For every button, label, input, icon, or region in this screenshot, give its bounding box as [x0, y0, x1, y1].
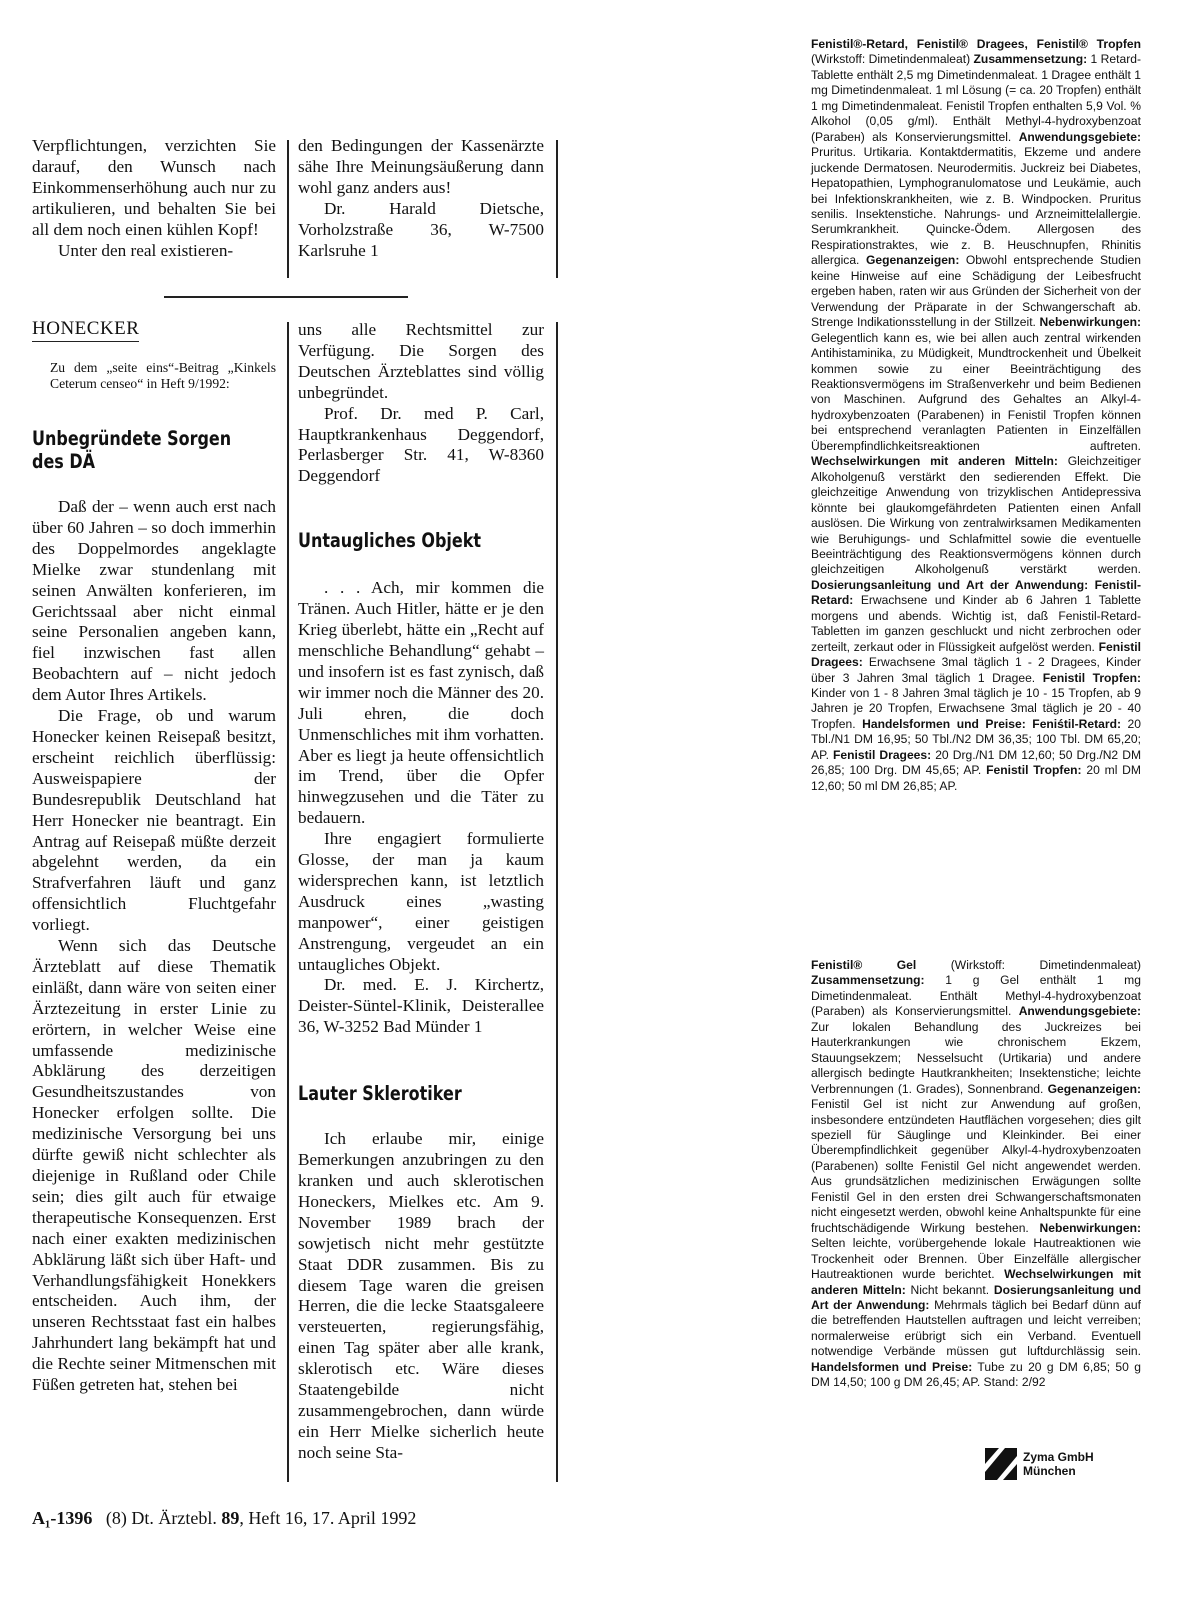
ad-heading-run: Fenistil Tropfen:: [986, 763, 1082, 778]
ad-text-run: Gleichzeitiger Alkoholgenuß verstärkt den sedierenden Effekt. Die gleichzeitige Anwendung von trizyklischen Antidepressiva könnte bei glaukomgefährdeten Patienten einen Anfall auslösen. Die Wirkung von zentralwirksamen Medikamenten wie Beruhigungs- und Schlafmittel sowie die eventuelle Beeinträchtigung des Reaktionsvermögens können durch gleichzeitigen Alkoholgenuß verstärkt werden.: [811, 454, 1141, 577]
column-rule: [287, 140, 289, 278]
paragraph: Daß der – wenn auch erst nach über 60 Jahren – so doch immerhin des Doppelmordes angeklagte Mielke zwar stundenlang mit seinen Anwälten konferieren, im Gerichtssaal aber nicht einmal seine Personalien angeben kann, fiel inzwischen fast allen Beobachtern auf – nicht jedoch dem Autor Ihres Artikels.: [32, 497, 276, 705]
headline: des DÄ: [32, 450, 96, 473]
ad-text-run: 20 ml DM 12,60; 50 ml DM 26,85; AP.: [811, 763, 1141, 793]
headline: Lauter Sklerotiker: [298, 1082, 462, 1106]
paragraph: Verpflichtungen, verzichten Sie darauf, den Wunsch nach Einkommenserhöhung auch nur zu artikulieren, und behalten Sie bei all dem noch einen kühlen Kopf!: [32, 136, 276, 239]
ad-heading-run: Dosierungsanleitung und Art der Anwendung:: [811, 1282, 1141, 1312]
ad-heading-run: Nebenwirkungen:: [1039, 315, 1141, 330]
ad-text-run: Erwachsene und Kinder ab 6 Jahren 1 Tablette morgens und abends. Wichtig ist, daß Fenistil-Retard-Tabletten im ganzen geschluckt und nicht zerbrochen oder zerteilt, zerkaut oder in Flüssigkeit aufgelöst werden.: [811, 593, 1141, 654]
paragraph: Ich erlaube mir, einige Bemerkungen anzubringen zu den kranken und auch sklerotischen Honeckers, Mielkes etc. Am 9. November 1989 brach der sowjetisch nicht mehr gestützte Staat DDR zusammen. Bis zu diesem Tage waren die greisen Herren, die die lecke Staatsgaleere versteuerten, regierungsfähig, einen Tag später aber alle krank, sklerotisch etc. Wäre dieses Staatengebilde nicht zusammengebrochen, dann würde ein Herr Mielke sicherlich heute noch seine Sta-: [298, 1129, 544, 1462]
ad-heading-run: Wechselwirkungen mit anderen Mitteln:: [811, 454, 1058, 469]
letter-body: [298, 578, 544, 1038]
paragraph: Ihre engagiert formulierte Glosse, der man ja kaum widersprechen kann, ist letztlich Ausdruck eines „wasting manpower“, einer geistigen Anstrengung, vergeudet an ein untaugliches Objekt.: [298, 829, 544, 974]
ad-heading-run: Gegenanzeigen:: [1047, 1081, 1141, 1096]
letter-signature: Prof. Dr. med P. Carl, Hauptkrankenhaus Deggendorf, Perlasberger Str. 41, W-8360 Deggendorf: [298, 403, 544, 486]
column-rule: [287, 322, 289, 1482]
ad-text-run: (Wirkstoff: Dimetindenmaleat): [916, 958, 1141, 972]
letter-signature: Dr. med. E. J. Kirchertz, Deister-Süntel-Klinik, Deisterallee 36, W-3252 Bad Münder 1: [298, 975, 544, 1037]
ad-text-run: 20 Tbl./N1 DM 16,95; 50 Tbl./N2 DM 36,35; 100 Tbl. DM 65,20; AP.: [811, 716, 1142, 762]
ad-heading-run: Handelsformen und Preise: Feniśtil-Retard:: [862, 716, 1122, 731]
ad-text-run: Tube zu 20 g DM 6,85; 50 g DM 14,50; 100 g DM 26,45; AP. Stand: 2/92: [811, 1359, 1141, 1390]
ad-heading-run: Fenistil Tropfen:: [1042, 670, 1141, 685]
zyma-logo-icon: [985, 1448, 1017, 1480]
ad-text-run: Pruritus. Urtikaria. Kontaktdermatitis, Ekzeme und andere juckende Dermatosen. Neurodermitis. Juckreiz bei Diabetes, Hepatopathien, Lymphogranulomatose und Leukämie, auch bei Infektionskrankheiten, wie z. B. Windpocken. Pruritus senilis. Insektenstiche. Nahrungs- und Arzneimittelallergie. Serumkrankheit. Quincke-Ödem. Allergosen des Respirationstraktes, wie z. B. Heuschnupfen, Rhinitis allergica.: [811, 145, 1141, 268]
honecker-right-column: [298, 320, 544, 1464]
ad-text-run: 1 Retard-Tablette enthält 2,5 mg Dimetindenmaleat. 1 Dragee enthält 1 mg Dimetindenmaleat. 1 ml Lösung (= ca. 20 Tropfen) enthält 1 mg Dimetindenmaleat. Fenistil Tropfen enthalten 5,9 Vol. % Alkohol (0,05 g/ml). Enthält Methyl-4-hydroxybenzoat (Parabeн) als Konservierungsmittel.: [811, 52, 1141, 144]
ad-heading-run: Gegenanzeigen:: [865, 253, 960, 268]
paragraph: Wenn sich das Deutsche Ärzteblatt auf diese Thematik einläßt, dann wäre von seiten einer Ärztezeitung in erster Linie zu erörtern, in welcher Weise eine umfassende medizinische Abklärung des derzeitigen Gesundheitszustandes von Honecker erfolgen sollte. Die medizinische Versorgung bei uns dürfte gewiß nicht schlechter als diejenige in Rußland oder Chile sein; dies gilt auch für etwaige therapeutische Konsequenzen. Erst nach einer exakten medizinischen Abklärung läßt sich über Haft- und Verhandlungsfähigkeit Honekkers entscheiden. Auch ihm, der unseren Rechtsstaat fast ein halbes Jahrhundert lang bekämpft hat und die Rechte seiner Mitmenschen mit Füßen getreten hat, stehen bei: [32, 936, 276, 1395]
article-reference: Zu dem „seite eins“-Beitrag „Kinkels Ceterum censeo“ in Heft 9/1992:: [50, 360, 276, 391]
zyma-company-name: Zyma GmbH München: [1023, 1450, 1094, 1478]
ad-heading-run: Anwendungsgebiete:: [1018, 129, 1141, 144]
ad-text-run: Erwachsene 3mal täglich 1 - 2 Dragees, Kinder über 3 Jahren 3mal täglich 1 Dragee.: [811, 655, 1141, 685]
column-rule: [556, 140, 558, 278]
ad-heading-run: Fenistil® Gel: [811, 958, 917, 972]
ad-text-run: Selten leichte, vorübergehende lokale Hautreaktionen wie Trockenheit oder Brennen. Über Einzelfälle allergischer Hautreaktionen wurde berichtet.: [811, 1236, 1141, 1282]
ad-heading-run: Zusammensetzung:: [811, 973, 925, 988]
ad-heading-run: Zusammensetzung:: [973, 52, 1088, 67]
ad-text-run: 20 Drg./N1 DM 12,60; 50 Drg./N2 DM 26,85; 100 Drg. DM 45,65; AP.: [811, 747, 1142, 778]
top-left-column: [32, 136, 276, 261]
ad-heading-run: Dosierungsanleitung und Art der Anwendung: Fenistil-Retard:: [811, 577, 1141, 608]
headline-block: [32, 427, 276, 473]
letter-body: [298, 1129, 544, 1464]
ad-heading-run: Handelsformen und Preise:: [811, 1359, 973, 1374]
fenistil-gel-prescribing-info: [811, 958, 1141, 1391]
top-right-column: [298, 136, 544, 261]
paragraph: den Bedingungen der Kassenärzte sähe Ihre Meinungsäußerung dann wohl ganz anders aus!: [298, 136, 544, 197]
ad-text-run: Obwohl entsprechende Studien keine Hinweise auf eine Schädigung der Leibesfrucht ergeben haben, raten wir aus Gründen der Sicherheit von der Verwendung der Präparate in der Schwangerschaft ab. Strenge Indikationsstellung in der Stillzeit.: [811, 253, 1141, 330]
rubric: HONECKER: [32, 318, 139, 342]
page-footer: [32, 1508, 416, 1529]
paragraph: . . . Ach, mir kommen die Tränen. Auch Hitler, hätte er je den Krieg überlebt, hätte ein „Recht auf menschliche Behandlung“ gehabt – und insofern ist es fast zynisch, daß wir immer noch die Männer des 20. Juli ehren, die doch Unmenschliches mit ihm vorhatten. Aber es liegt ja heute offensichtlich im Trend, über die Opfer hinwegzusehen und die Täter zu bedauern.: [298, 578, 544, 828]
ad-text-run: Mehrmals täglich bei Bedarf dünn auf die betreffenden Hautstellen auftragen und leicht verreiben; normalerweise erübrigt sich ein Verband. Eventuell notwendige Verbände müssen gut luftdurchlässig sein.: [811, 1297, 1141, 1359]
ad-heading-run: Fenistil Dragees:: [833, 747, 932, 762]
paragraph: uns alle Rechtsmittel zur Verfügung. Die Sorgen des Deutschen Ärzteblattes sind völlig unbegründet.: [298, 320, 544, 402]
honecker-left-column: [32, 318, 276, 1396]
headline: Untaugliches Objekt: [298, 529, 482, 553]
letter-body: [32, 497, 276, 1396]
ad-heading-run: Anwendungsgebiete:: [1018, 1004, 1141, 1019]
ad-text-run: Gelegentlich kann es, wie bei allen auch zentral wirkenden Antihistaminika, zu Müdigkeit, Mundtrockenheit und Übelkeit kommen sowie zu einer Beeinträchtigung des Reaktionsvermögens im Straßenverkehr und beim Bedienen von Maschinen. Aufgrund des Gehaltes an Alkyl-4-hydroxybenzoaten (Parabenen) in Fenistil Tropfen können bei entsprechend veranlagten Patienten in Einzelfällen Überempfindlichkeitsreaktionen auftreten.: [811, 330, 1141, 453]
ad-text-run: Nicht bekannt.: [905, 1282, 994, 1297]
letter-signature: Dr. Harald Dietsche, Vorholzstraße 36, W-7500 Karlsruhe 1: [298, 198, 544, 260]
ad-heading-run: Fenistil Dragees:: [811, 639, 1141, 670]
ad-heading-run: Wechselwirkungen mit anderen Mitteln:: [811, 1267, 1141, 1297]
headline: Unbegründete Sorgen: [32, 427, 232, 450]
section-divider: [164, 296, 408, 298]
footer-citation: (8) Dt. Ärztebl. 89, Heft 16, 17. April 1992: [105, 1508, 417, 1528]
ad-text-run: 1 g Gel enthält 1 mg Dimetindenmaleat. Enthält Methyl-4-hydroxybenzoat (Paraben) als Konservierungsmittel.: [811, 973, 1141, 1019]
paragraph: Unter den real existieren-: [58, 240, 234, 260]
column-rule: [556, 322, 558, 1482]
ad-heading-run: Fenistil®-Retard, Fenistil® Dragees, Fenistil® Tropfen: [811, 37, 1141, 51]
ad-text-run: Kinder von 1 - 8 Jahren 3mal täglich je 10 - 15 Tropfen, ab 9 Jahren je 20 Tropfen, Erwachsene 3mal täglich je 20 - 40 Tropfen.: [811, 686, 1141, 731]
fenistil-prescribing-info: [811, 37, 1141, 794]
paragraph: Die Frage, ob und warum Honecker keinen Reisepaß besitzt, erscheint reichlich überflüssig: Ausweispapiere der Bundesrepublik Deutschland hat Herr Honecker nie beantragt. Ein Antrag auf Reisepaß müßte derzeit abgelehnt werden, da ein Strafverfahren läuft und ganz offensichtlich Fluchtgefahr vorliegt.: [32, 706, 276, 935]
page-number: A₁-1396: [32, 1508, 93, 1528]
zyma-logo-block: [985, 1448, 1094, 1480]
ad-text-run: (Wirkstoff: Dimetindenmaleat): [811, 52, 974, 67]
ad-text-run: Zur lokalen Behandlung des Juckreizes bei Hauterkrankungen wie chronischem Ekzem, Stauungsekzem; Nesselsucht (Urtikaria) und andere allergisch bedingte Hautkrankheiten; Insektenstiche; leichte Verbrennungen (1. Grades), Sonnenbrand.: [811, 1019, 1141, 1096]
ad-heading-run: Nebenwirkungen:: [1039, 1220, 1141, 1235]
ad-text-run: Fenistil Gel ist nicht zur Anwendung auf großen, insbesondere entzündeten Hautflächen vorgesehen; dies gilt speziell für Säuglinge und Kleinkinder. Bei einer Überempfindlichkeit gegenüber Alkyl-4-hydroxybenzoaten (Parabenen) sollte Fenistil Gel nicht angewendet werden. Aus grundsätzlichen medizinischen Erwägungen sollte Fenistil Gel in den ersten drei Schwangerschaftsmonaten nicht eingesetzt werden, obwohl keine Anhaltspunkte für eine fruchtschädigende Wirkung bestehen.: [811, 1097, 1141, 1235]
